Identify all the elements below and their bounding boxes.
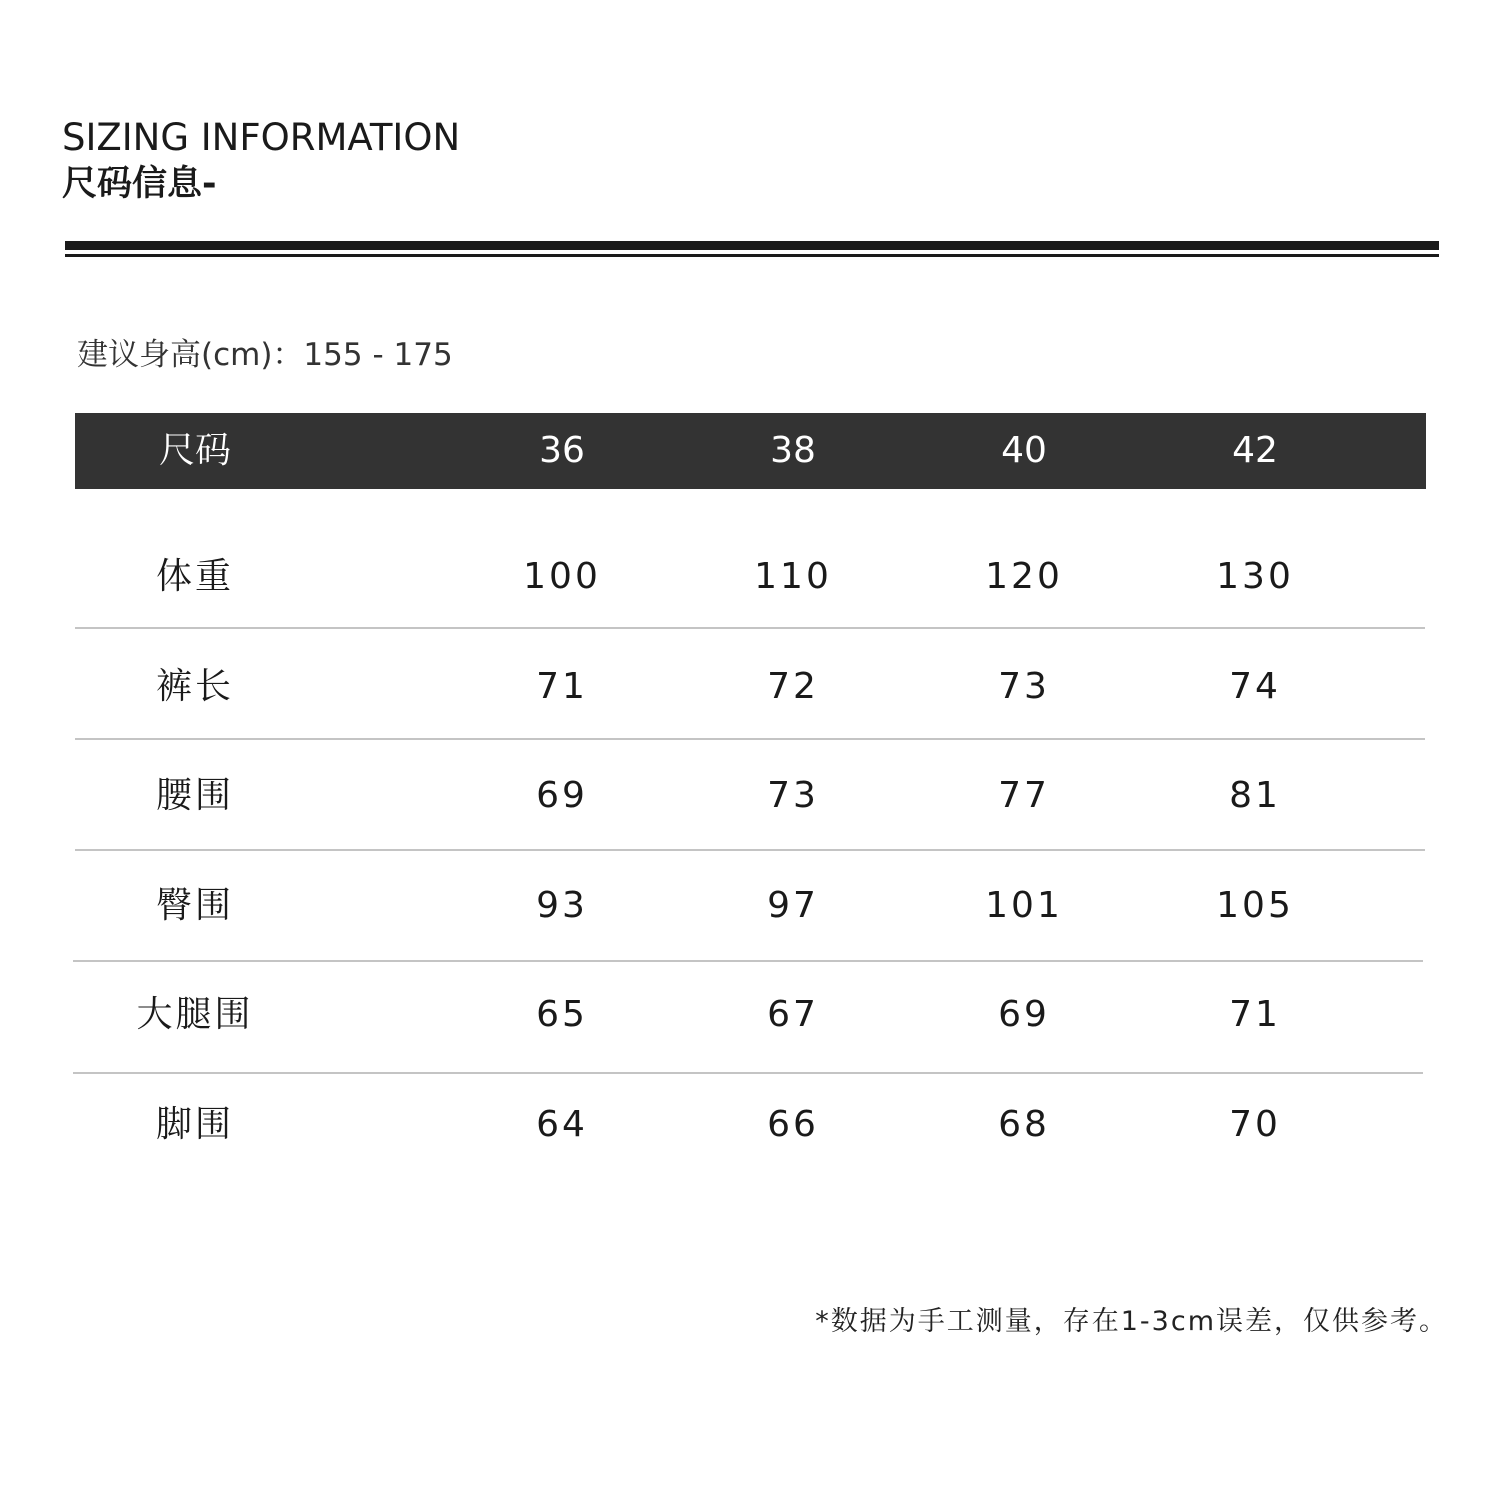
table-cell: 101 [985,885,1063,926]
page-title-zh: 尺码信息- [62,164,217,204]
row-label: 体重 [155,556,234,597]
table-cell: 72 [767,666,819,707]
page-title-en: SIZING INFORMATION [62,116,461,159]
header-cell-size: 尺码 [158,430,231,471]
table-cell: 120 [985,556,1063,597]
row-divider [75,738,1425,740]
table-row-thigh [75,960,1426,1070]
table-row-weight [75,522,1426,632]
table-cell: 67 [767,994,819,1035]
table-cell: 64 [536,1104,588,1145]
table-cell: 130 [1216,556,1294,597]
row-label: 大腿围 [136,994,254,1035]
table-cell: 81 [1229,775,1281,816]
table-row-pants-length [75,632,1426,742]
size-table-header [75,413,1426,489]
row-divider [75,627,1425,629]
header-cell-42: 42 [1232,430,1278,471]
table-row-hip [75,851,1426,961]
table-cell: 73 [998,666,1050,707]
table-cell: 100 [523,556,601,597]
table-cell: 93 [536,885,588,926]
row-label: 裤长 [155,666,234,707]
row-label: 臀围 [155,885,234,926]
measurement-footnote: *数据为手工测量，存在1-3cm误差，仅供参考。 [815,1306,1448,1337]
table-cell: 74 [1229,666,1281,707]
table-cell: 97 [767,885,819,926]
title-rule-thick [65,241,1439,250]
table-row-waist [75,741,1426,851]
table-cell: 66 [767,1104,819,1145]
header-cell-38: 38 [770,430,816,471]
row-label: 腰围 [155,775,234,816]
table-cell: 71 [1229,994,1281,1035]
table-cell: 65 [536,994,588,1035]
row-label: 脚围 [155,1104,234,1145]
table-row-leg-opening [75,1070,1426,1180]
table-cell: 71 [536,666,588,707]
table-cell: 69 [536,775,588,816]
header-cell-36: 36 [539,430,585,471]
title-rule-thin [65,254,1439,257]
table-cell: 77 [998,775,1050,816]
recommended-height: 建议身高(cm)：155 - 175 [77,337,453,373]
table-cell: 73 [767,775,819,816]
table-cell: 110 [754,556,832,597]
table-cell: 69 [998,994,1050,1035]
table-cell: 70 [1229,1104,1281,1145]
table-cell: 68 [998,1104,1050,1145]
header-cell-40: 40 [1001,430,1047,471]
table-cell: 105 [1216,885,1294,926]
